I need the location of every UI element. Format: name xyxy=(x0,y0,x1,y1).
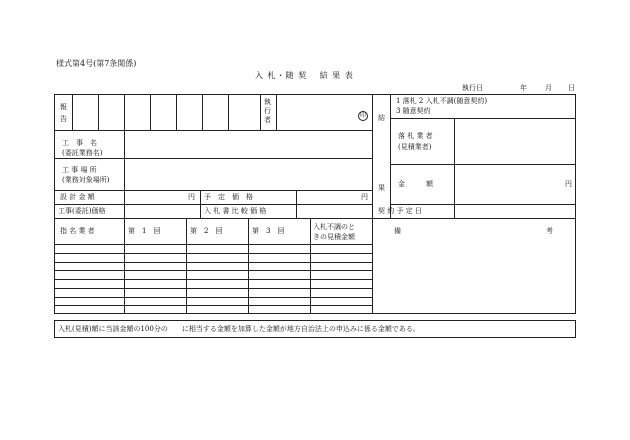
result-option-2: 3 随意契約 xyxy=(396,107,431,115)
bid-header-remarks: 備 xyxy=(394,227,401,235)
month-label: 月 xyxy=(545,84,552,92)
design-amount-unit: 円 xyxy=(188,193,195,201)
base-price-label: 工事(委託)価格 xyxy=(58,207,106,215)
comparison-price-label: 入 札 書 比 較 価 格 xyxy=(204,207,267,215)
bid-header-round-3: 第 3 回 xyxy=(252,227,285,235)
table-row xyxy=(54,297,372,298)
result-label: 結 果 xyxy=(378,114,385,192)
amount-label: 金 額 xyxy=(398,180,433,188)
executor-label: 執 行 者 xyxy=(264,98,271,124)
page-title: 入 札・随 契 結 果 表 xyxy=(255,71,354,80)
year-label: 年 xyxy=(520,84,527,92)
table-row xyxy=(54,288,372,289)
bid-header-round-2: 第 2 回 xyxy=(190,227,223,235)
project-site-label: 工 事 場 所 (業務対象場所) xyxy=(62,166,110,184)
contract-date-label: 契 約 予 定 日 xyxy=(378,207,422,215)
table-row xyxy=(54,253,372,254)
seal-mark: 印 xyxy=(359,112,366,119)
planned-price-unit: 円 xyxy=(361,193,368,201)
amount-unit: 円 xyxy=(565,180,572,188)
bid-header-estimate: 入札不調のと きの見積金額 xyxy=(313,223,355,241)
bid-header-round-1: 第 1 回 xyxy=(128,227,161,235)
winner-label: 落 札 業 者 (見積業者) xyxy=(398,132,433,151)
date-label: 執行日 xyxy=(462,84,483,92)
footer-note: 入札(見積)額に当該金額の100分の に相当する金額を加算した金額が地方自治法上の申込みに係る金額である。 xyxy=(58,325,420,333)
table-row xyxy=(54,279,372,280)
bid-header-company: 指 名 業 者 xyxy=(60,227,95,235)
design-amount-label: 設 計 金 額 xyxy=(60,193,95,201)
report-label: 報 告 xyxy=(60,103,67,123)
project-name-label: 工 事 名 (委託業務名) xyxy=(62,139,103,157)
day-label: 日 xyxy=(568,84,575,92)
form-number: 様式第4号(第7条関係) xyxy=(56,59,137,68)
table-row xyxy=(54,270,372,271)
planned-price-label: 予 定 価 格 xyxy=(204,193,253,201)
table-row xyxy=(54,305,372,306)
bid-header-remarks-end: 考 xyxy=(546,227,553,235)
table-row xyxy=(54,262,372,263)
result-option-1: 1 落札 2 入札不調(随意契約) xyxy=(396,97,488,105)
